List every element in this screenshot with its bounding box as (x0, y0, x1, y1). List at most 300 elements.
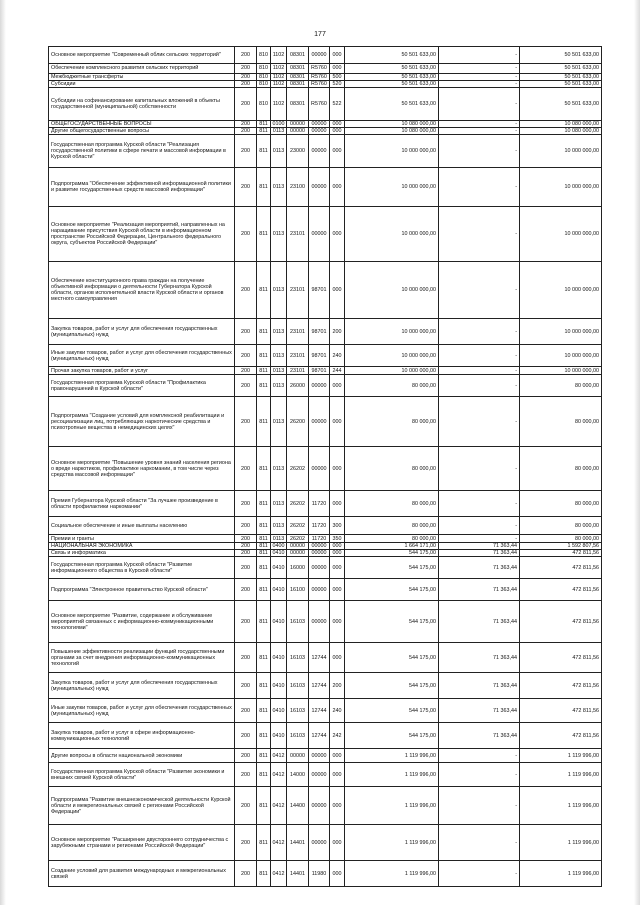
row-expense-type-code: 000 (330, 64, 345, 74)
row-grbs-code: 200 (235, 397, 257, 447)
row-expense-type-code: 200 (330, 673, 345, 699)
row-expense-type-code: 000 (330, 579, 345, 601)
row-amount-change: 71 363,44 (439, 673, 520, 699)
table-row (49, 74, 602, 81)
row-direction-code: 00000 (309, 763, 330, 787)
row-section-code: 811 (257, 543, 271, 550)
row-amount-approved: 1 664 171,00 (345, 543, 439, 550)
row-amount-total: 50 501 633,00 (520, 81, 602, 88)
table-row (49, 699, 602, 723)
row-amount-change: - (439, 47, 520, 64)
row-expense-type-code: 000 (330, 825, 345, 861)
row-section-code: 811 (257, 825, 271, 861)
row-section-code: 811 (257, 763, 271, 787)
row-amount-total: 50 501 633,00 (520, 47, 602, 64)
row-amount-total: 472 811,56 (520, 550, 602, 557)
row-grbs-code: 200 (235, 535, 257, 543)
row-section-code: 811 (257, 517, 271, 535)
row-subsection-code: 0113 (271, 207, 287, 262)
row-grbs-code: 200 (235, 491, 257, 517)
row-name: Основное мероприятие "Расширение двустороннего сотрудничества с зарубежными странами и регионами Российской Федерации" (49, 825, 235, 861)
row-name: Создание условий для развития международных и межрегиональных связей (49, 861, 235, 887)
table-row (49, 601, 602, 643)
table-row (49, 763, 602, 787)
row-direction-code: 00000 (309, 550, 330, 557)
table-row (49, 121, 602, 128)
table-row (49, 557, 602, 579)
row-amount-approved: 50 501 633,00 (345, 88, 439, 121)
row-expense-type-code: 522 (330, 88, 345, 121)
row-expense-type-code: 000 (330, 135, 345, 168)
row-name: Подпрограмма "Развитие внешнеэкономической деятельности Курской области и межрегиональных связей с регионами Российской Федерации" (49, 787, 235, 825)
row-amount-total: 1 119 996,00 (520, 861, 602, 887)
row-expense-type-code: 000 (330, 763, 345, 787)
row-direction-code: 00000 (309, 601, 330, 643)
row-amount-change: - (439, 262, 520, 319)
row-amount-approved: 50 501 633,00 (345, 64, 439, 74)
row-amount-approved: 1 119 996,00 (345, 861, 439, 887)
row-section-code: 811 (257, 787, 271, 825)
row-expense-type-code: 000 (330, 121, 345, 128)
table-row (49, 723, 602, 749)
row-section-code: 811 (257, 699, 271, 723)
row-name: Подпрограмма "Электронное правительство Курской области" (49, 579, 235, 601)
row-grbs-code: 200 (235, 207, 257, 262)
row-direction-code: 11980 (309, 861, 330, 887)
row-amount-approved: 544 175,00 (345, 579, 439, 601)
row-amount-change: - (439, 825, 520, 861)
row-section-code: 811 (257, 491, 271, 517)
row-direction-code: 12744 (309, 723, 330, 749)
row-grbs-code: 200 (235, 763, 257, 787)
row-grbs-code: 200 (235, 47, 257, 64)
row-name: Связь и информатика (49, 550, 235, 557)
table-row (49, 207, 602, 262)
row-target-article-code: 23101 (287, 345, 309, 367)
row-expense-type-code: 000 (330, 168, 345, 207)
row-grbs-code: 200 (235, 543, 257, 550)
row-amount-change: - (439, 763, 520, 787)
row-subsection-code: 0410 (271, 673, 287, 699)
row-amount-total: 10 000 000,00 (520, 207, 602, 262)
row-amount-change: - (439, 517, 520, 535)
row-amount-total: 1 119 996,00 (520, 749, 602, 763)
row-subsection-code: 1102 (271, 81, 287, 88)
row-target-article-code: 08301 (287, 88, 309, 121)
row-amount-total: 80 000,00 (520, 375, 602, 397)
row-amount-approved: 80 000,00 (345, 447, 439, 491)
row-section-code: 810 (257, 88, 271, 121)
row-grbs-code: 200 (235, 128, 257, 135)
row-subsection-code: 0410 (271, 699, 287, 723)
row-amount-change: 71 363,44 (439, 699, 520, 723)
row-expense-type-code: 244 (330, 367, 345, 375)
row-expense-type-code: 000 (330, 491, 345, 517)
row-target-article-code: 26202 (287, 491, 309, 517)
row-name: Обеспечение комплексного развития сельских территорий (49, 64, 235, 74)
table-row (49, 550, 602, 557)
table-row (49, 673, 602, 699)
row-target-article-code: 16000 (287, 557, 309, 579)
table-row (49, 787, 602, 825)
row-direction-code: 12744 (309, 673, 330, 699)
row-direction-code: R5760 (309, 74, 330, 81)
row-subsection-code: 0113 (271, 491, 287, 517)
row-amount-change: 71 363,44 (439, 550, 520, 557)
row-amount-approved: 10 000 000,00 (345, 345, 439, 367)
row-name: ОБЩЕГОСУДАРСТВЕННЫЕ ВОПРОСЫ (49, 121, 235, 128)
table-row (49, 543, 602, 550)
row-expense-type-code: 000 (330, 47, 345, 64)
row-subsection-code: 0113 (271, 535, 287, 543)
row-direction-code: 00000 (309, 121, 330, 128)
row-amount-approved: 10 080 000,00 (345, 128, 439, 135)
row-grbs-code: 200 (235, 825, 257, 861)
row-expense-type-code: 000 (330, 262, 345, 319)
row-amount-approved: 50 501 633,00 (345, 47, 439, 64)
row-grbs-code: 200 (235, 749, 257, 763)
row-name: Основное мероприятие "Развитие, содержание и обслуживание мероприятий связанных с информационно-коммуникационными технологиями" (49, 601, 235, 643)
row-amount-approved: 544 175,00 (345, 723, 439, 749)
table-row (49, 88, 602, 121)
row-expense-type-code: 500 (330, 74, 345, 81)
row-amount-total: 80 000,00 (520, 535, 602, 543)
budget-table-body (49, 47, 602, 887)
table-row (49, 491, 602, 517)
row-grbs-code: 200 (235, 135, 257, 168)
table-row (49, 135, 602, 168)
row-target-article-code: 26202 (287, 517, 309, 535)
row-section-code: 811 (257, 128, 271, 135)
row-amount-change: - (439, 121, 520, 128)
row-subsection-code: 0113 (271, 319, 287, 345)
row-section-code: 811 (257, 207, 271, 262)
row-amount-total: 472 811,56 (520, 723, 602, 749)
row-subsection-code: 0113 (271, 262, 287, 319)
row-direction-code: 00000 (309, 168, 330, 207)
row-section-code: 811 (257, 673, 271, 699)
row-direction-code: 00000 (309, 128, 330, 135)
row-amount-approved: 544 175,00 (345, 557, 439, 579)
row-direction-code: 00000 (309, 447, 330, 491)
row-amount-total: 472 811,56 (520, 673, 602, 699)
row-amount-approved: 80 000,00 (345, 535, 439, 543)
row-expense-type-code: 000 (330, 397, 345, 447)
row-amount-total: 1 119 996,00 (520, 825, 602, 861)
row-amount-approved: 544 175,00 (345, 550, 439, 557)
row-grbs-code: 200 (235, 168, 257, 207)
row-amount-change: - (439, 749, 520, 763)
row-name: Премии и гранты (49, 535, 235, 543)
row-target-article-code: 00000 (287, 749, 309, 763)
row-target-article-code: 08301 (287, 64, 309, 74)
row-subsection-code: 0410 (272, 550, 285, 557)
row-name: Иные закупки товаров, работ и услуг для обеспечения государственных (муниципальных) нужд (49, 345, 235, 367)
row-direction-code: 00000 (309, 825, 330, 861)
row-amount-approved: 544 175,00 (345, 699, 439, 723)
row-name: Повышение эффективности реализации функций государственными органами за счет внедрения информационно-коммуникационных технологий (49, 643, 235, 673)
row-amount-change: - (439, 345, 520, 367)
row-subsection-code: 0410 (271, 643, 287, 673)
row-amount-approved: 10 000 000,00 (345, 319, 439, 345)
row-direction-code: 98701 (309, 367, 330, 375)
row-grbs-code: 200 (235, 557, 257, 579)
row-section-code: 811 (257, 447, 271, 491)
row-subsection-code: 0113 (271, 128, 287, 135)
row-section-code: 810 (257, 47, 271, 64)
row-amount-total: 50 501 633,00 (520, 88, 602, 121)
row-direction-code: 00000 (309, 375, 330, 397)
row-section-code: 811 (257, 579, 271, 601)
table-row (49, 168, 602, 207)
row-target-article-code: 23101 (287, 262, 309, 319)
row-target-article-code: 16103 (287, 643, 309, 673)
row-amount-total: 80 000,00 (520, 447, 602, 491)
row-direction-code: 00000 (309, 47, 330, 64)
table-row (49, 47, 602, 64)
table-row (49, 643, 602, 673)
row-grbs-code: 200 (235, 319, 257, 345)
table-row (49, 447, 602, 491)
row-expense-type-code: 300 (330, 517, 345, 535)
row-expense-type-code: 000 (330, 543, 345, 550)
row-target-article-code: 14401 (287, 825, 309, 861)
row-amount-total: 472 811,56 (520, 699, 602, 723)
row-grbs-code: 200 (235, 699, 257, 723)
row-grbs-code: 200 (235, 673, 257, 699)
page-number: 177 (314, 31, 326, 38)
row-amount-total: 10 000 000,00 (520, 168, 602, 207)
scan-shadow-left (0, 0, 6, 905)
row-subsection-code: 0113 (271, 135, 287, 168)
row-section-code: 811 (257, 643, 271, 673)
row-subsection-code: 0113 (271, 345, 287, 367)
row-direction-code: 00000 (309, 135, 330, 168)
row-subsection-code: 0113 (271, 397, 287, 447)
row-target-article-code: 14401 (287, 861, 309, 887)
row-direction-code: 00000 (309, 557, 330, 579)
row-name: Субсидии (49, 81, 235, 88)
row-direction-code: 11720 (309, 535, 330, 543)
row-name: Субсидии на софинансирование капитальных вложений в объекты государственной (муниципальной) собственности (49, 88, 235, 121)
row-expense-type-code: 000 (330, 207, 345, 262)
row-target-article-code: 26202 (287, 535, 309, 543)
row-amount-total: 472 811,56 (520, 579, 602, 601)
row-amount-approved: 544 175,00 (345, 601, 439, 643)
row-target-article-code: 23000 (287, 135, 309, 168)
row-direction-code: 12744 (309, 699, 330, 723)
row-subsection-code: 0100 (272, 121, 285, 128)
row-grbs-code: 200 (235, 723, 257, 749)
row-grbs-code: 200 (235, 375, 257, 397)
row-target-article-code: 26000 (287, 375, 309, 397)
row-amount-approved: 1 119 996,00 (345, 763, 439, 787)
row-grbs-code: 200 (235, 861, 257, 887)
table-row (49, 517, 602, 535)
row-amount-approved: 1 119 996,00 (345, 787, 439, 825)
row-amount-total: 1 592 807,56 (520, 543, 602, 550)
table-row (49, 375, 602, 397)
row-amount-total: 80 000,00 (520, 517, 602, 535)
row-subsection-code: 0410 (271, 557, 287, 579)
row-expense-type-code: 200 (330, 319, 345, 345)
row-grbs-code: 200 (235, 81, 257, 88)
row-target-article-code: 26202 (287, 447, 309, 491)
row-target-article-code: 14000 (287, 763, 309, 787)
row-amount-change: 71 363,44 (439, 643, 520, 673)
row-amount-change: 71 363,44 (439, 557, 520, 579)
row-amount-total: 80 000,00 (520, 491, 602, 517)
row-section-code: 811 (257, 550, 271, 557)
row-name: Государственная программа Курской области "Развитие экономики и внешних связей Курской области" (49, 763, 235, 787)
row-amount-total: 10 000 000,00 (520, 135, 602, 168)
row-target-article-code: 08301 (287, 81, 309, 88)
row-grbs-code: 200 (235, 64, 257, 74)
row-amount-approved: 10 080 000,00 (345, 121, 439, 128)
table-row (49, 262, 602, 319)
row-direction-code: 00000 (309, 749, 330, 763)
row-amount-change: - (439, 74, 520, 81)
row-amount-approved: 10 000 000,00 (345, 262, 439, 319)
row-subsection-code: 0412 (271, 763, 287, 787)
row-amount-total: 1 119 996,00 (520, 787, 602, 825)
row-amount-change: - (439, 64, 520, 74)
row-subsection-code: 0410 (271, 723, 287, 749)
row-subsection-code: 0113 (271, 375, 287, 397)
row-target-article-code: 00000 (287, 543, 309, 550)
row-amount-change: - (439, 397, 520, 447)
row-target-article-code: 00000 (287, 128, 309, 135)
row-amount-change: - (439, 135, 520, 168)
row-amount-approved: 80 000,00 (345, 375, 439, 397)
row-target-article-code: 26200 (287, 397, 309, 447)
row-target-article-code: 16103 (287, 699, 309, 723)
row-expense-type-code: 000 (330, 861, 345, 887)
row-direction-code: 98701 (309, 319, 330, 345)
row-direction-code: R5760 (309, 64, 330, 74)
row-target-article-code: 14400 (287, 787, 309, 825)
row-direction-code: R5760 (309, 88, 330, 121)
row-amount-total: 472 811,56 (520, 643, 602, 673)
row-section-code: 811 (257, 375, 271, 397)
row-amount-approved: 80 000,00 (345, 397, 439, 447)
row-amount-change: - (439, 367, 520, 375)
table-row (49, 861, 602, 887)
row-section-code: 811 (257, 397, 271, 447)
row-amount-change: - (439, 319, 520, 345)
row-amount-change: 71 363,44 (439, 723, 520, 749)
row-section-code: 811 (257, 345, 271, 367)
row-amount-change: 71 363,44 (439, 579, 520, 601)
row-amount-approved: 50 501 633,00 (345, 74, 439, 81)
row-expense-type-code: 000 (330, 128, 345, 135)
scan-shadow-right (634, 0, 640, 905)
row-amount-change: - (439, 375, 520, 397)
row-name: Обеспечение конституционного права граждан на получение объективной информации о деятельности Губернатора Курской области, органов исполнительной власти Курской области и органов местного самоуправления (49, 262, 235, 319)
row-target-article-code: 00000 (287, 550, 309, 557)
row-name: НАЦИОНАЛЬНАЯ ЭКОНОМИКА (49, 543, 235, 550)
row-name: Государственная программа Курской области "Развитие информационного общества в Курской области" (49, 557, 235, 579)
row-target-article-code: 23101 (287, 319, 309, 345)
row-amount-change: 71 363,44 (439, 543, 520, 550)
row-section-code: 811 (257, 168, 271, 207)
row-expense-type-code: 000 (330, 601, 345, 643)
row-name: Государственная программа Курской области "Профилактика правонарушений в Курской области" (49, 375, 235, 397)
row-section-code: 811 (257, 557, 271, 579)
row-amount-total: 10 080 000,00 (520, 121, 602, 128)
row-amount-change: - (439, 168, 520, 207)
row-amount-total: 1 119 996,00 (520, 763, 602, 787)
row-name: Государственная программа Курской области "Реализация государственной политики в сфере печати и массовой информации в Курской области" (49, 135, 235, 168)
row-expense-type-code: 240 (330, 345, 345, 367)
row-name: Подпрограмма "Обеспечение эффективной информационной политики и развитие государственных средств массовой информации" (49, 168, 235, 207)
row-amount-total: 472 811,56 (520, 601, 602, 643)
row-amount-change: - (439, 535, 520, 543)
row-grbs-code: 200 (235, 367, 257, 375)
row-subsection-code: 0412 (271, 861, 287, 887)
row-target-article-code: 16100 (287, 579, 309, 601)
row-subsection-code: 0113 (271, 367, 287, 375)
row-subsection-code: 0113 (271, 447, 287, 491)
row-subsection-code: 0410 (271, 579, 287, 601)
row-expense-type-code: 242 (330, 723, 345, 749)
row-section-code: 811 (257, 135, 271, 168)
budget-table (48, 46, 602, 887)
row-subsection-code: 0400 (272, 543, 285, 550)
row-grbs-code: 200 (235, 447, 257, 491)
row-grbs-code: 200 (235, 579, 257, 601)
row-name: Закупка товаров, работ и услуг в сфере информационно-коммуникационных технологий (49, 723, 235, 749)
row-name: Подпрограмма "Создание условий для комплексной реабилитации и ресоциализации лиц, потребляющих наркотические средства и психотропные вещества в немедицинских целях" (49, 397, 235, 447)
row-subsection-code: 1102 (271, 74, 287, 81)
row-subsection-code: 0113 (271, 168, 287, 207)
row-subsection-code: 0113 (271, 517, 287, 535)
row-subsection-code: 0412 (271, 749, 287, 763)
row-amount-change: - (439, 128, 520, 135)
row-amount-total: 50 501 633,00 (520, 64, 602, 74)
row-direction-code: 98701 (309, 262, 330, 319)
table-row (49, 579, 602, 601)
row-grbs-code: 200 (235, 121, 257, 128)
row-subsection-code: 0412 (271, 825, 287, 861)
row-section-code: 811 (257, 749, 271, 763)
row-target-article-code: 16103 (287, 673, 309, 699)
table-row (49, 345, 602, 367)
table-row (49, 397, 602, 447)
row-subsection-code: 0410 (271, 601, 287, 643)
table-row (49, 535, 602, 543)
row-name: Иные закупки товаров, работ и услуг для обеспечения государственных (муниципальных) нужд (49, 699, 235, 723)
row-section-code: 811 (257, 262, 271, 319)
table-row (49, 825, 602, 861)
row-amount-total: 80 000,00 (520, 397, 602, 447)
row-expense-type-code: 350 (330, 535, 345, 543)
row-target-article-code: 00000 (287, 121, 309, 128)
row-subsection-code: 1102 (271, 88, 287, 121)
row-section-code: 811 (257, 535, 271, 543)
row-amount-approved: 10 000 000,00 (345, 135, 439, 168)
row-section-code: 810 (257, 64, 271, 74)
row-expense-type-code: 520 (330, 81, 345, 88)
row-target-article-code: 23101 (287, 367, 309, 375)
row-direction-code: 00000 (309, 207, 330, 262)
table-row (49, 81, 602, 88)
row-target-article-code: 23100 (287, 168, 309, 207)
row-amount-approved: 10 000 000,00 (345, 207, 439, 262)
row-direction-code: 11720 (309, 491, 330, 517)
row-amount-approved: 10 000 000,00 (345, 367, 439, 375)
row-expense-type-code: 000 (330, 643, 345, 673)
